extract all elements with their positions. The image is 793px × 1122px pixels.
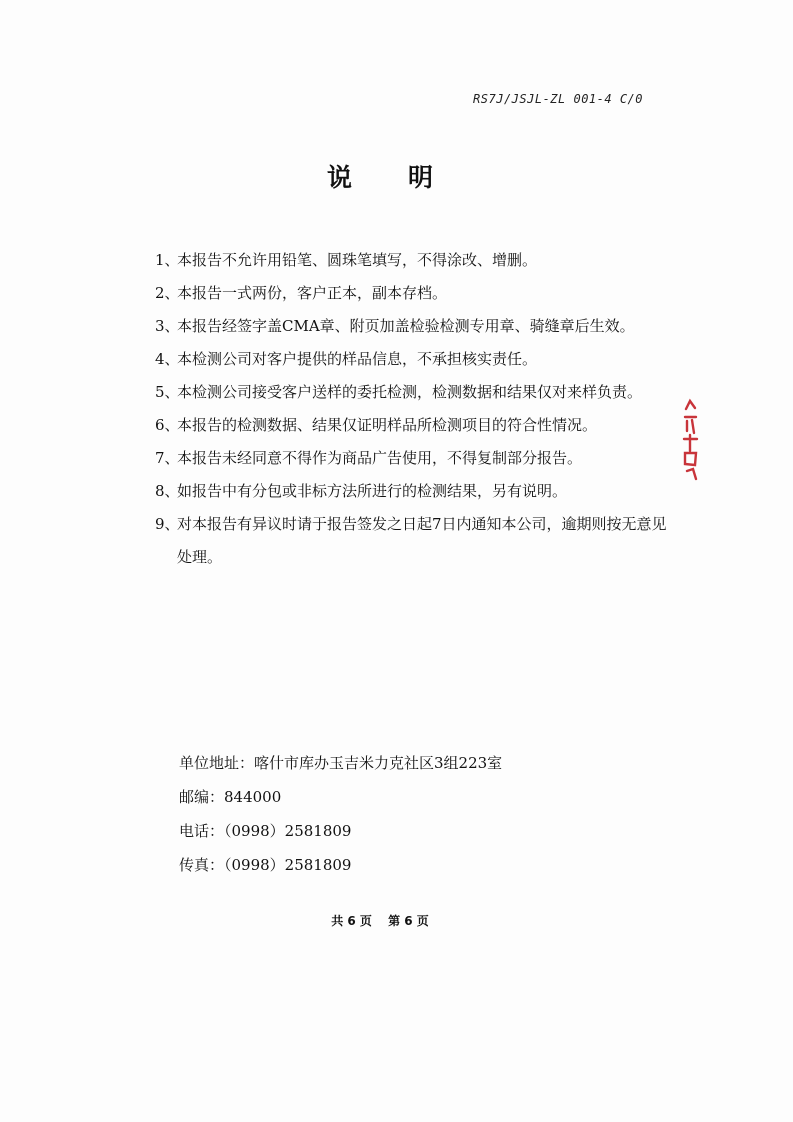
contact-phone: 电话：（0998）2581809 [179,822,352,840]
list-item [155,244,675,277]
note-text: 本报告未经同意不得作为商品广告使用，不得复制部分报告。 [177,449,583,467]
note-number: 9、 [155,515,180,533]
contact-postcode: 邮编：844000 [179,788,282,806]
note-number: 8、 [155,482,180,500]
list-item [155,442,675,475]
list-item [155,376,675,409]
document-code: RS7J/JSJL-ZL 001-4 C/0 [473,92,643,106]
note-text: 本报告经签字盖CMA章、附页加盖检验检测专用章、骑缝章后生效。 [177,317,635,335]
note-text: 对本报告有异议时请于报告签发之日起7日内通知本公司，逾期则按无意见处理。 [177,515,667,566]
list-item [155,508,675,574]
list-item [155,310,675,343]
total-pages: 共 6 页 [331,914,372,928]
note-text: 本报告一式两份，客户正本，副本存档。 [177,284,448,302]
note-number: 6、 [155,416,180,434]
note-text: 本检测公司对客户提供的样品信息，不承担核实责任。 [177,350,538,368]
list-item [155,343,675,376]
note-text: 如报告中有分包或非标方法所进行的检测结果，另有说明。 [177,482,568,500]
note-number: 4、 [155,350,180,368]
note-number: 1、 [155,251,180,269]
notes-list [155,244,675,574]
page-footer [0,912,760,929]
page-title: 说明 [326,163,489,192]
list-item [155,475,675,508]
seal-stamp-icon [680,395,700,485]
note-number: 5、 [155,383,180,401]
note-number: 2、 [155,284,180,302]
note-text: 本报告的检测数据、结果仅证明样品所检测项目的符合性情况。 [177,416,598,434]
note-number: 3、 [155,317,180,335]
note-number: 7、 [155,449,180,467]
list-item [155,277,675,310]
note-text: 本检测公司接受客户送样的委托检测，检测数据和结果仅对来样负责。 [177,383,643,401]
contact-address: 单位地址：喀什市库办玉吉米力克社区3组223室 [179,754,503,772]
note-text: 本报告不允许用铅笔、圆珠笔填写，不得涂改、增删。 [177,251,538,269]
list-item [155,409,675,442]
contact-fax: 传真：（0998）2581809 [179,856,352,874]
current-page: 第 6 页 [388,914,429,928]
contact-block [179,746,502,882]
